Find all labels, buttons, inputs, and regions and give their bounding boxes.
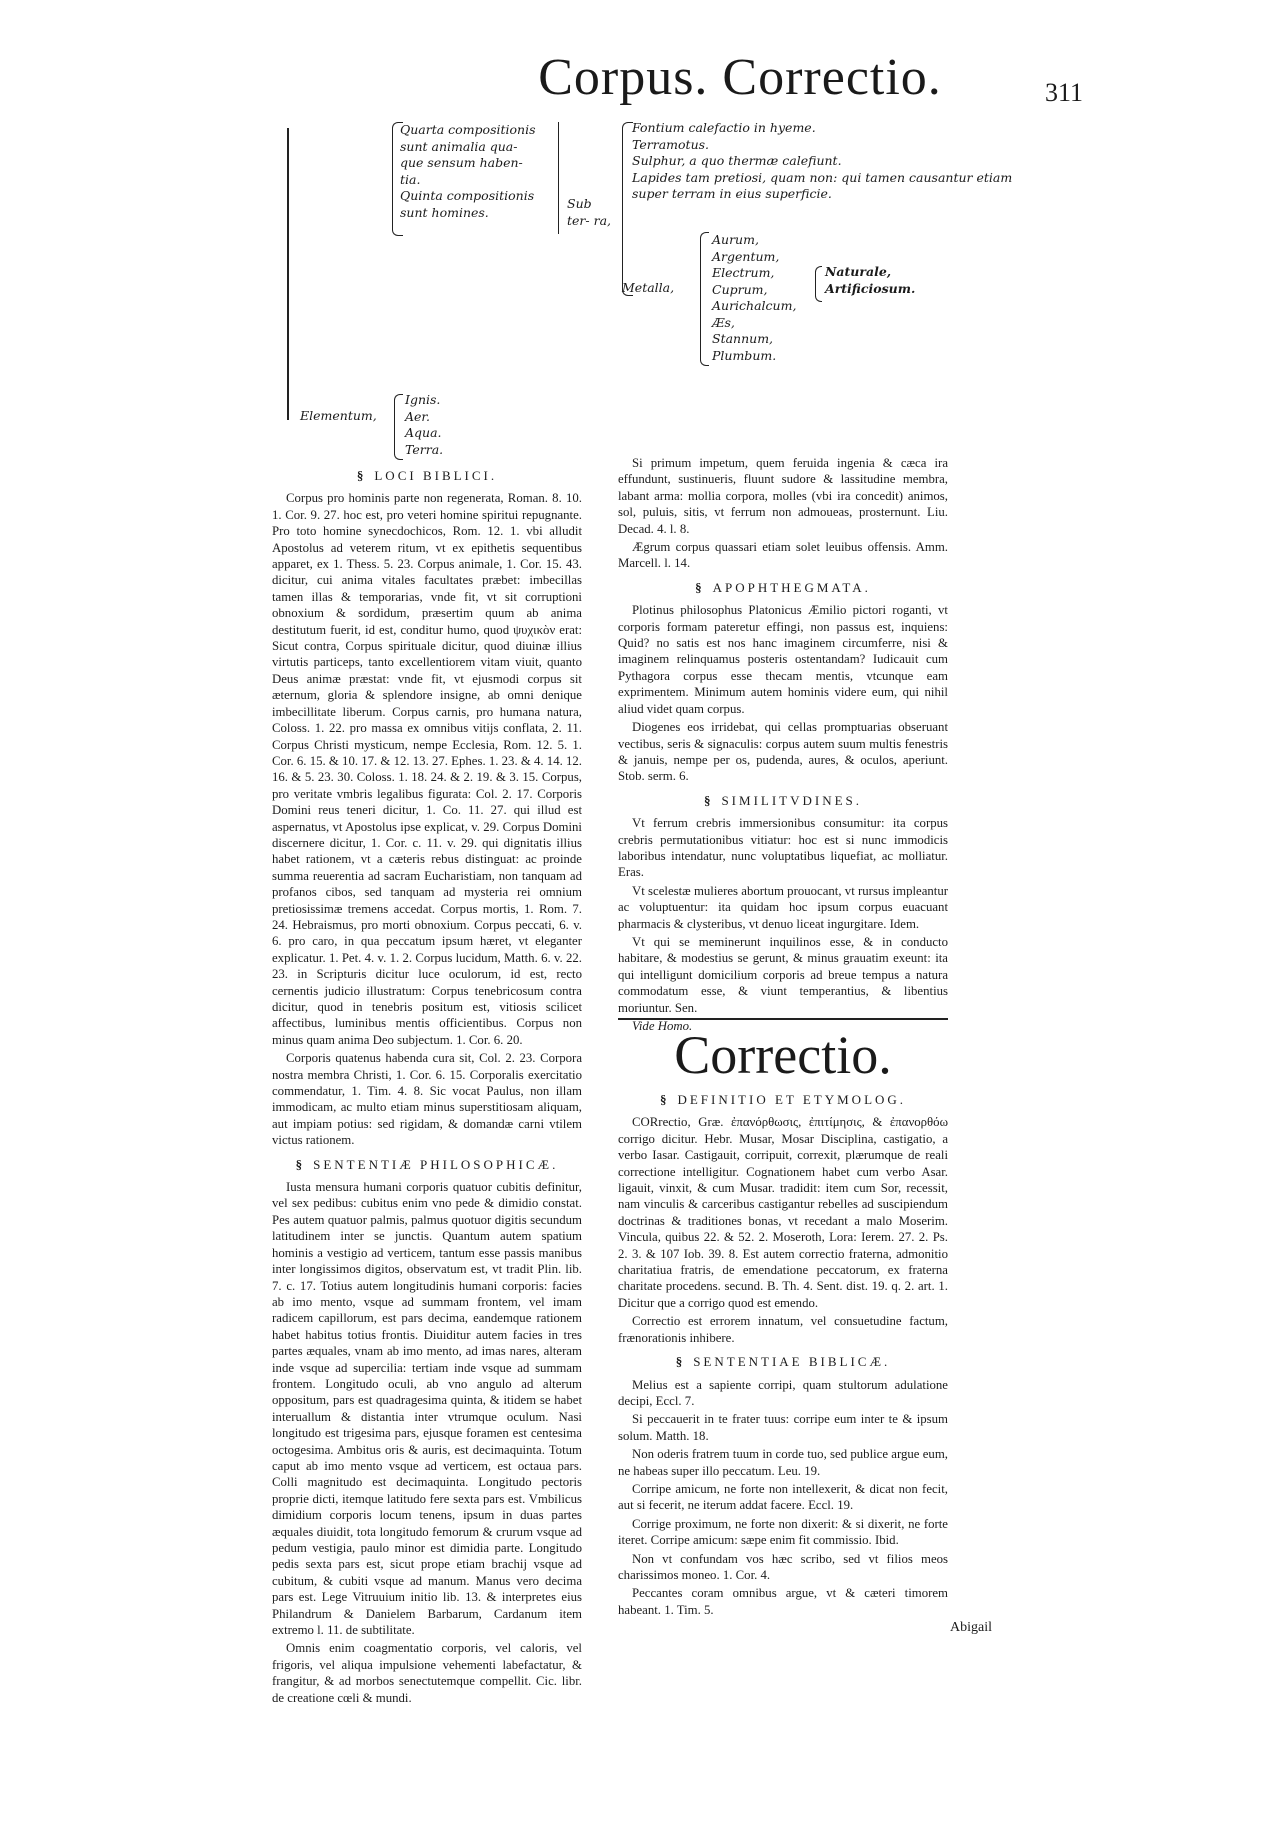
- paragraph: Si peccauerit in te frater tuus: corripe eum inter te & ipsum solum. Matth. 18.: [618, 1412, 948, 1443]
- naturale-list: [825, 264, 915, 297]
- metal-item: Aurichalcum,: [712, 298, 797, 313]
- tree-left-item: Quinta compositionis: [400, 188, 535, 203]
- paragraph: Non oderis fratrem tuum in corde tuo, sed publice argue eum, ne habeas super illo peccatum. Leu. 19.: [618, 1447, 948, 1478]
- tree-left-right-edge: [558, 122, 559, 234]
- pilcrow-icon: §: [295, 1156, 306, 1172]
- metal-item: Plumbum.: [712, 347, 777, 363]
- tree-right-item: Sulphur, a quo thermæ calefiunt.: [632, 153, 842, 168]
- metalla-list: [712, 232, 796, 364]
- naturale-item: Artificiosum.: [825, 280, 916, 296]
- pilcrow-icon: §: [659, 1092, 670, 1107]
- elementum-item: Aer.: [405, 408, 430, 424]
- tree-left-item: tia.: [400, 171, 421, 187]
- right-column-bottom: [618, 1092, 948, 1620]
- metalla-label: Metalla,: [622, 280, 675, 295]
- paragraph: Iusta mensura humani corporis quatuor cubitis definitur, vel sex pedibus: cubitus enim vno pede & dimidio constat. Pes autem quatuor palmis, palmus quotuor digitis secundum latitudinem inter se junctis. Quantum autem spatium hominis a vestigio ad verticem, tantum esse passis manibus inter longissimos digitos, observatum est, vt tradit Plin. lib. 7. c. 17. Totius autem longitudinis humani corporis: facies ab imo mento, vsque ad summam frontem, vel imam radicem capillorum, est pars decima, eandemque rationem habet habitus totius frontis. Diuiditur autem facies in tres partes æquales, vnam ab imo mento, ad imas nares, alteram inde vsque ad supercilia: tertiam inde vsque ad summam frontem. Longitudo oculi, ab vno angulo ad alterum oppositum, pars est quadragesima quinta, & itidem se habet interuallum & distantia inter vtrumque oculum. Nasi longitudo est trigesima pars, ejusque foramen est centesima octogesima. Ambitus oris & auris, est decimaquinta. Totum caput ab imo mento vsque ad verticem, est octaua pars. Colli magnitudo est decimaquinta. Longitudo pectoris proprie dicti, itemque latitudo fere sexta pars est. Vmbilicus dimidium corporis locum tenens, ipsum in duas partes æquales diuidit, tota longitudo femorum & crurum vsque ad pedum vestigia, paulo minor est dimidia parte. Longitudo pedis sexta pars est, sicut prope etiam brachij vsque ad cubitum, & cubiti vsque ad manum. Manus vero decima pars est. Lege Vitruuium initio lib. 13. & interpretes eius Philandrum & Danielem Barbarum, Cardanum item extremo l. 11. de subtilitate.: [272, 1180, 582, 1638]
- paragraph: Peccantes coram omnibus argue, vt & cæteri timorem habeant. 1. Tim. 5.: [618, 1586, 948, 1617]
- section-heading-apophthegmata: § APOPHTHEGMATA.: [695, 579, 871, 595]
- section-heading-sententiae-philosophicae: § SENTENTIÆ PHILOSOPHICÆ.: [295, 1156, 559, 1172]
- metalla-bracket: [700, 232, 709, 366]
- tree-elementum-vertical-line: [287, 392, 289, 420]
- paragraph: Diogenes eos irridebat, qui cellas promptuarias obseruant vectibus, seris & signaculis: corpus autem suum multis fenestris & januis, nempe per os, pudenda, aures, & oculos, aperiunt. Stob. serm. 6.: [618, 720, 948, 784]
- section-divider-rule: [618, 1018, 948, 1020]
- catchword: Abigail: [950, 1620, 992, 1635]
- tree-right-item: Fontium calefactio in hyeme.: [632, 120, 816, 135]
- paragraph: Vt scelestæ mulieres abortum prouocant, vt rursus impleantur ac voluptuentur: ita quidam hoc ipsum corpus euacuant pharmacis & clysteribus, vt denuo liceat ingurgitare. Idem.: [618, 883, 948, 931]
- pilcrow-icon: §: [695, 579, 705, 595]
- right-column-top: [618, 455, 948, 1036]
- paragraph: CORrectio, Græ. ἐπανόρθωσις, ἐπιτίμησις, & ἐπανορθόω corrigo dicitur. Hebr. Musar, Mosar Disciplina, castigatio, a verbo Iasar. Castigauit, corripuit, correxit, plærumque de reali correctione intelligitur. Cognationem habet cum verbo Asar. ligauit, vinxit, & cum Musar. tradidit: item cum Sor, recessit, nam vinculis & carceribus castigantur rebelles ad suscipiendum doctrinas & traditiones bonas, vt recedant a malo Moserim. Vincula, quibus 22. & 52. 2. Moseroth, Lora: Ierem. 27. 2. Ps. 2. 3. & 107 Iob. 39. 8. Est autem correctio fraterna, admonitio charitatiua fratris, de emendatione peccatorum, ex fraterna charitate procedens. secund. B. Th. 4. Sent. dist. 19. q. 2. art. 1. Dicitur que a corrigo quod est emendo.: [618, 1115, 948, 1310]
- paragraph: Omnis enim coagmentatio corporis, vel caloris, vel frigoris, vel aliqua impulsione vehementi labefactatur, & frangitur, & ad morbos senectutemque compellit. Cic. libr. de creatione cœli & mundi.: [272, 1641, 582, 1705]
- running-head-title: Corpus. Correctio.: [538, 49, 942, 106]
- tree-main-vertical-line: [287, 128, 289, 418]
- paragraph: Si primum impetum, quem feruida ingenia & cæca ira effundunt, sustinueris, fluunt sudore & lassitudine membra, labant arma: mollia corpora, molles (vbi ira concedit) animos, sol, puluis, sitis, vt ferrum non admoueas, prosternunt. Liu. Decad. 4. l. 8.: [618, 456, 948, 536]
- paragraph: Corpus pro hominis parte non regenerata, Roman. 8. 10. 1. Cor. 9. 27. hoc est, pro veteri homine spiritui repugnante. Pro toto homine synecdochicos, Rom. 12. 1. vbi alludit Apostolus ad veterem ritum, vt ex epithetis sequentibus apparet, ex 1. Thess. 5. 23. Corpus animale, 1. Cor. 15. 43. dicitur, cui anima vitales facultates præbet: imbecillas tamen illas & temporarias, vnde fit, vt sit corruptioni obnoxium & sordidum, præsertim quum ab anima destitutum fuerit, id est, conditur humo, quod ψυχικὸν erat: Sicut contra, Corpus spirituale dicitur, quod diuinæ illius virtutis particeps, tanto excellentiorem vitam viuit, quanto Deus animæ præstat: vnde fit, vt ejusmodi corpus sit æternum, gloria & splendore insigne, ab omni denique imbecillitate liberum. Corpus carnis, pro humana natura, Coloss. 1. 22. pro massa ex omnibus vitijs conflata, 2. 11. Corpus Christi mysticum, nempe Ecclesia, Rom. 12. 5. 1. Cor. 6. 15. & 10. 17. & 12. 13. 27. Ephes. 1. 23. & 4. 14. 12. 16. & 5. 23. 30. Coloss. 1. 18. 24. & 2. 19. & 3. 15. Corpus, pro veritate vmbris legalibus figurata: Col. 2. 17. Corporis Domini reus teneri dicitur, 1. Co. 11. 27. qui illud est aspernatus, vt Apostolus ipse explicat, v. 29. Corpus Domini discernere dicitur, 1. Cor. c. 11. v. 29. qui dignitatis illius habet rationem, vt a cæteris rebus distinguat: ac proinde summa reuerentia ad sacram Eucharistiam, non tanquam ad profanos cibos, sed tanquam ad mysteria rei omnium pretiosissimæ tremens accedat. Corpus mortis, 1. Rom. 7. 24. Hebraismus, pro morti obnoxium. Corpus peccati, 6. v. 6. pro caro, in qua peccatum ipsum hæret, vt eleganter explicatur. 1. Pet. 4. v. 1. 2. Corpus lucidum, Matth. 6. v. 22. 23. in Scripturis dicitur luce oculorum, id est, recto cernentis judicio illustratum: Corpus tenebricosum contra dicitur, quod in tenebris positum est, vitiosis scilicet affectibus, luminibus mentis officientibus. Corpus non minus quam anima Deo subjectum. 1. Cor. 6. 20.: [272, 491, 582, 1047]
- cross-reference: Vide Homo.: [632, 1019, 693, 1033]
- tree-left-item: Quarta compositionis: [400, 122, 536, 137]
- elementum-label: Elementum,: [300, 408, 377, 423]
- left-column: [272, 460, 582, 1708]
- metal-item: Stannum,: [712, 331, 774, 346]
- tree-left-item: que sensum haben-: [400, 155, 523, 170]
- sub-terra-label: Sub ter- ra,: [567, 196, 611, 228]
- section-heading-loci-biblici: § LOCI BIBLICI.: [356, 468, 498, 483]
- tree-right-item: Lapides tam pretiosi, quam non: qui tamen causantur etiam: [632, 169, 1013, 185]
- paragraph: Vt qui se meminerunt inquilinos esse, & in conducto habitare, & modestius se gerunt, & minus grauatim exeunt: ita qui intelligunt domicilium corporis ad breue tempus a natura commodatum esse, & viunt temperantius, & libentius moriuntur. Sen.: [618, 934, 948, 1015]
- paragraph: Non vt confundam vos hæc scribo, sed vt filios meos charissimos moneo. 1. Cor. 4.: [618, 1551, 948, 1582]
- tree-left-item: sunt animalia qua-: [400, 138, 518, 154]
- metal-item: Aurum,: [712, 232, 759, 247]
- elementum-item: Terra.: [405, 441, 444, 457]
- tree-left-list: [400, 122, 560, 221]
- elementum-item: Ignis.: [405, 392, 441, 407]
- metal-item: Electrum,: [712, 265, 775, 280]
- paragraph: Corrige proximum, ne forte non dixerit: & si dixerit, ne forte iteret. Corripe amicum: sæpe enim fit commissio. Ibid.: [618, 1516, 948, 1548]
- paragraph: Correctio est errorem innatum, vel consuetudine factum, frænorationis inhibere.: [618, 1314, 948, 1345]
- metal-item: Cuprum,: [712, 281, 768, 297]
- correctio-title: Correctio.: [674, 1025, 892, 1085]
- pilcrow-icon: §: [356, 468, 367, 483]
- paragraph: Vt ferrum crebris immersionibus consumitur: ita corpus crebris permutationibus vitiatur: hoc est si nunc immodicis laboribus intendatur, nunc voluptatibus liquefiat, ac molliatur. Eras.: [618, 816, 948, 880]
- tree-left-item: sunt homines.: [400, 204, 489, 220]
- naturale-bracket: [815, 266, 822, 302]
- metal-item: Argentum,: [712, 248, 780, 264]
- tree-right-item: Terramotus.: [632, 136, 710, 152]
- elementa-list: [405, 392, 443, 458]
- section-heading-similitudines: § SIMILITVDINES.: [703, 792, 863, 808]
- pilcrow-icon: §: [703, 792, 714, 808]
- naturale-item: Naturale,: [825, 264, 892, 279]
- paragraph: Corporis quatenus habenda cura sit, Col. 2. 23. Corpora nostra membra Christi, 1. Cor. 6. 15. Corporalis exercitatio commendatur, 1. Tim. 4. 8. Sic vocat Paulus, non illam immodicam, ac multo etiam minus superstitiosam aliquam, aut impiam potius: sed rigidam, & domandæ carni vtilem victus rationem.: [272, 1051, 582, 1148]
- section-heading-sententiae-biblicae: § SENTENTIAE BIBLICÆ.: [675, 1354, 891, 1370]
- paragraph: Plotinus philosophus Platonicus Æmilio pictori roganti, vt corporis formam pateretur effingi, non passus est, inquiens: Quid? no satis est nos hanc imaginem circumferre, nisi & imaginem relinquamus posteris ostentandam? Iudicauit cum Pythagora corpus esse thecam mentis, vtcunque eam exprimentem. Minimum autem hominis videre eum, qui nihil aliud videt quam corpus.: [618, 603, 948, 716]
- section-heading-definitio: § DEFINITIO ET ETYMOLOG.: [659, 1092, 907, 1107]
- paragraph: Ægrum corpus quassari etiam solet leuibus offensis. Amm. Marcell. l. 14.: [618, 540, 948, 571]
- elementa-bracket: [394, 394, 403, 460]
- page-number: 311: [1044, 78, 1083, 107]
- pilcrow-icon: §: [675, 1354, 686, 1370]
- metal-item: Æs,: [712, 314, 735, 330]
- tree-right-item: super terram in eius superficie.: [632, 186, 832, 201]
- paragraph: Melius est a sapiente corripi, quam stultorum adulatione decipi, Eccl. 7.: [618, 1377, 948, 1408]
- tree-right-list: [632, 120, 1052, 203]
- paragraph: Corripe amicum, ne forte non intellexerit, & dicat non fecit, aut si fecerit, ne iterum addat facere. Eccl. 19.: [618, 1481, 948, 1513]
- elementum-item: Aqua.: [405, 425, 442, 440]
